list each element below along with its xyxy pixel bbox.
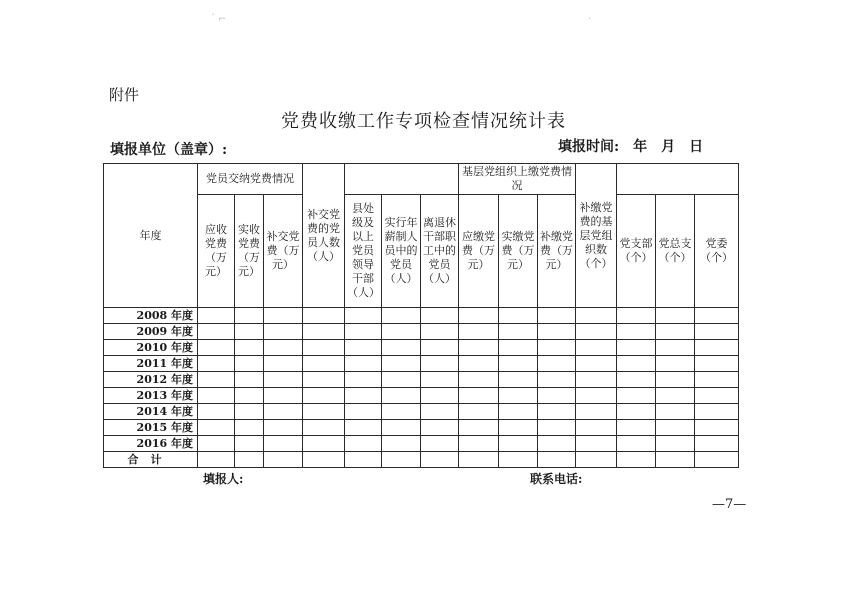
table-cell[interactable] xyxy=(656,436,695,452)
table-cell[interactable] xyxy=(459,420,499,436)
table-cell[interactable] xyxy=(345,356,382,372)
contact-phone-label: 联系电话: xyxy=(530,472,583,486)
table-cell[interactable] xyxy=(345,308,382,324)
header-salary-members: 实行年薪制人员中的党员（人） xyxy=(382,195,421,308)
table-cell[interactable] xyxy=(382,436,421,452)
table-cell[interactable] xyxy=(421,404,459,420)
table-cell[interactable] xyxy=(235,340,264,356)
table-cell[interactable] xyxy=(198,356,235,372)
table-cell[interactable] xyxy=(617,388,656,404)
table-cell[interactable] xyxy=(656,324,695,340)
table-cell[interactable] xyxy=(345,436,382,452)
table-cell[interactable] xyxy=(538,324,576,340)
table-cell[interactable] xyxy=(695,372,739,388)
header-backpay-members: 补交党费的党员人数（人） xyxy=(303,164,345,308)
table-cell[interactable] xyxy=(198,452,235,468)
table-cell[interactable] xyxy=(198,340,235,356)
table-row xyxy=(104,308,739,324)
table-cell[interactable] xyxy=(499,452,538,468)
page-number: —7— xyxy=(712,497,747,512)
table-cell[interactable] xyxy=(459,372,499,388)
table-cell[interactable] xyxy=(382,388,421,404)
table-cell[interactable] xyxy=(264,404,303,420)
table-cell[interactable] xyxy=(198,404,235,420)
table-cell[interactable] xyxy=(264,420,303,436)
table-cell[interactable] xyxy=(264,356,303,372)
attachment-label: 附件 xyxy=(109,86,140,104)
table-cell[interactable] xyxy=(345,324,382,340)
table-cell[interactable] xyxy=(656,356,695,372)
header-group-org-blank xyxy=(617,164,739,195)
table-cell[interactable] xyxy=(303,356,345,372)
table-row xyxy=(104,356,739,372)
table-cell[interactable] xyxy=(264,324,303,340)
row-label: 2015 年度 xyxy=(104,420,198,436)
table-row xyxy=(104,388,739,404)
table-cell[interactable] xyxy=(459,324,499,340)
table-cell[interactable] xyxy=(459,340,499,356)
row-label: 2008 年度 xyxy=(104,308,198,324)
table-cell[interactable] xyxy=(576,404,617,420)
table-cell[interactable] xyxy=(382,420,421,436)
table-cell[interactable] xyxy=(538,340,576,356)
table-cell[interactable] xyxy=(382,340,421,356)
table-cell[interactable] xyxy=(303,404,345,420)
table-row xyxy=(104,340,739,356)
table-cell[interactable] xyxy=(345,372,382,388)
table-row xyxy=(104,404,739,420)
table-cell[interactable] xyxy=(303,340,345,356)
table-cell[interactable] xyxy=(264,340,303,356)
table-cell[interactable] xyxy=(499,436,538,452)
table-cell[interactable] xyxy=(617,340,656,356)
table-cell[interactable] xyxy=(235,452,264,468)
table-cell[interactable] xyxy=(345,420,382,436)
table-cell[interactable] xyxy=(235,324,264,340)
reporting-unit-label: 填报单位（盖章）: xyxy=(110,142,228,158)
table-cell[interactable] xyxy=(617,308,656,324)
table-cell[interactable] xyxy=(695,356,739,372)
table-cell[interactable] xyxy=(235,356,264,372)
header-group-org-remit: 基层党组织上缴党费情况 xyxy=(459,164,576,195)
table-cell[interactable] xyxy=(303,436,345,452)
row-label: 合计 xyxy=(104,452,198,468)
header-org-due: 应缴党费（万元） xyxy=(459,195,499,308)
table-cell[interactable] xyxy=(695,404,739,420)
table-cell[interactable] xyxy=(576,372,617,388)
table-cell[interactable] xyxy=(421,452,459,468)
header-org-backpay: 补缴党费（万元） xyxy=(538,195,576,308)
table-cell[interactable] xyxy=(538,420,576,436)
table-cell[interactable] xyxy=(345,404,382,420)
table-cell[interactable] xyxy=(303,388,345,404)
table-cell[interactable] xyxy=(656,404,695,420)
table-cell[interactable] xyxy=(198,372,235,388)
table-cell[interactable] xyxy=(459,436,499,452)
table-cell[interactable] xyxy=(656,308,695,324)
table-cell[interactable] xyxy=(264,388,303,404)
table-cell[interactable] xyxy=(303,324,345,340)
row-label: 2011 年度 xyxy=(104,356,198,372)
table-row xyxy=(104,372,739,388)
table-cell[interactable] xyxy=(421,308,459,324)
header-year: 年度 xyxy=(104,164,198,308)
table-cell[interactable] xyxy=(235,388,264,404)
table-cell[interactable] xyxy=(617,420,656,436)
table-cell[interactable] xyxy=(459,356,499,372)
row-label: 2012 年度 xyxy=(104,372,198,388)
row-label: 2010 年度 xyxy=(104,340,198,356)
table-cell[interactable] xyxy=(576,452,617,468)
table-cell[interactable] xyxy=(382,372,421,388)
document-title: 党费收缴工作专项检查情况统计表 xyxy=(281,111,566,132)
table-cell[interactable] xyxy=(538,308,576,324)
table-cell[interactable] xyxy=(198,420,235,436)
table-cell[interactable] xyxy=(235,308,264,324)
table-cell[interactable] xyxy=(538,404,576,420)
table-cell[interactable] xyxy=(382,324,421,340)
table-cell[interactable] xyxy=(617,372,656,388)
table-cell[interactable] xyxy=(617,404,656,420)
table-cell[interactable] xyxy=(303,372,345,388)
table-cell[interactable] xyxy=(459,388,499,404)
table-cell[interactable] xyxy=(264,452,303,468)
table-cell[interactable] xyxy=(421,340,459,356)
table-cell[interactable] xyxy=(345,388,382,404)
table-cell[interactable] xyxy=(695,324,739,340)
statistics-table xyxy=(103,163,739,468)
table-cell[interactable] xyxy=(459,404,499,420)
table-cell[interactable] xyxy=(198,388,235,404)
table-cell[interactable] xyxy=(264,308,303,324)
table-cell[interactable] xyxy=(538,388,576,404)
table-cell[interactable] xyxy=(499,324,538,340)
table-cell[interactable] xyxy=(345,452,382,468)
table-cell[interactable] xyxy=(235,372,264,388)
table-cell[interactable] xyxy=(303,308,345,324)
table-cell[interactable] xyxy=(538,356,576,372)
table-cell[interactable] xyxy=(656,372,695,388)
header-org-backpay-count: 补缴党费的基层党组织数（个） xyxy=(576,164,617,308)
table-cell[interactable] xyxy=(695,436,739,452)
header-committee: 党委（个） xyxy=(695,195,739,308)
table-cell[interactable] xyxy=(695,452,739,468)
header-received: 实收党费（万元） xyxy=(235,195,264,308)
table-cell[interactable] xyxy=(499,420,538,436)
table-cell[interactable] xyxy=(421,436,459,452)
table-cell[interactable] xyxy=(198,308,235,324)
table-cell[interactable] xyxy=(576,324,617,340)
row-label: 2009 年度 xyxy=(104,324,198,340)
table-cell[interactable] xyxy=(421,356,459,372)
table-row xyxy=(104,436,739,452)
table-cell[interactable] xyxy=(382,308,421,324)
table-cell[interactable] xyxy=(538,436,576,452)
row-label: 2014 年度 xyxy=(104,404,198,420)
header-backpay: 补交党费（万元） xyxy=(264,195,303,308)
table-cell[interactable] xyxy=(695,340,739,356)
table-cell[interactable] xyxy=(656,420,695,436)
table-cell[interactable] xyxy=(499,404,538,420)
table-cell[interactable] xyxy=(421,324,459,340)
header-due: 应收党费（万元） xyxy=(198,195,235,308)
scan-mark: · xyxy=(588,14,592,25)
table-cell[interactable] xyxy=(538,452,576,468)
table-cell[interactable] xyxy=(617,452,656,468)
table-cell[interactable] xyxy=(382,356,421,372)
table-cell[interactable] xyxy=(576,340,617,356)
table-row xyxy=(104,420,739,436)
scan-mark: ´ ⌐ xyxy=(210,14,227,25)
table-body xyxy=(104,308,739,468)
header-group-member-dues: 党员交纳党费情况 xyxy=(198,164,303,195)
table-cell[interactable] xyxy=(198,436,235,452)
table-cell[interactable] xyxy=(459,452,499,468)
table-cell[interactable] xyxy=(499,308,538,324)
table-cell[interactable] xyxy=(345,340,382,356)
table-cell[interactable] xyxy=(576,308,617,324)
table-cell[interactable] xyxy=(656,452,695,468)
table-cell[interactable] xyxy=(499,340,538,356)
table-cell[interactable] xyxy=(382,404,421,420)
table-cell[interactable] xyxy=(235,404,264,420)
table-cell[interactable] xyxy=(421,420,459,436)
header-org-paid: 实缴党费（万元） xyxy=(499,195,538,308)
table-cell[interactable] xyxy=(617,356,656,372)
header-retired-members: 离退休干部职工中的党员（人） xyxy=(421,195,459,308)
table-row xyxy=(104,452,739,468)
table-row xyxy=(104,324,739,340)
header-general-branch: 党总支（个） xyxy=(656,195,695,308)
table-cell[interactable] xyxy=(421,372,459,388)
table-cell[interactable] xyxy=(695,308,739,324)
header-group-blank xyxy=(345,164,459,195)
table-cell[interactable] xyxy=(576,356,617,372)
table-cell[interactable] xyxy=(617,324,656,340)
table-cell[interactable] xyxy=(617,436,656,452)
table-cell[interactable] xyxy=(382,452,421,468)
table-cell[interactable] xyxy=(576,436,617,452)
table-cell[interactable] xyxy=(499,372,538,388)
reporting-time-label: 填报时间: 年 月 日 xyxy=(558,139,704,155)
table-cell[interactable] xyxy=(695,388,739,404)
table-cell[interactable] xyxy=(235,420,264,436)
table-cell[interactable] xyxy=(235,436,264,452)
table-cell[interactable] xyxy=(695,420,739,436)
table-cell[interactable] xyxy=(198,324,235,340)
table-cell[interactable] xyxy=(499,356,538,372)
table-cell[interactable] xyxy=(421,388,459,404)
table-cell[interactable] xyxy=(538,372,576,388)
header-branch: 党支部（个） xyxy=(617,195,656,308)
row-label: 2016 年度 xyxy=(104,436,198,452)
table-cell[interactable] xyxy=(264,372,303,388)
row-label: 2013 年度 xyxy=(104,388,198,404)
table-cell[interactable] xyxy=(459,308,499,324)
filler-label: 填报人: xyxy=(203,472,244,486)
table-cell[interactable] xyxy=(303,452,345,468)
table-cell[interactable] xyxy=(576,420,617,436)
table-cell[interactable] xyxy=(656,388,695,404)
table-cell[interactable] xyxy=(264,436,303,452)
table-cell[interactable] xyxy=(656,340,695,356)
table-cell[interactable] xyxy=(499,388,538,404)
table-cell[interactable] xyxy=(303,420,345,436)
header-county-cadres: 县处级及以上党员领导干部（人） xyxy=(345,195,382,308)
table-cell[interactable] xyxy=(576,388,617,404)
